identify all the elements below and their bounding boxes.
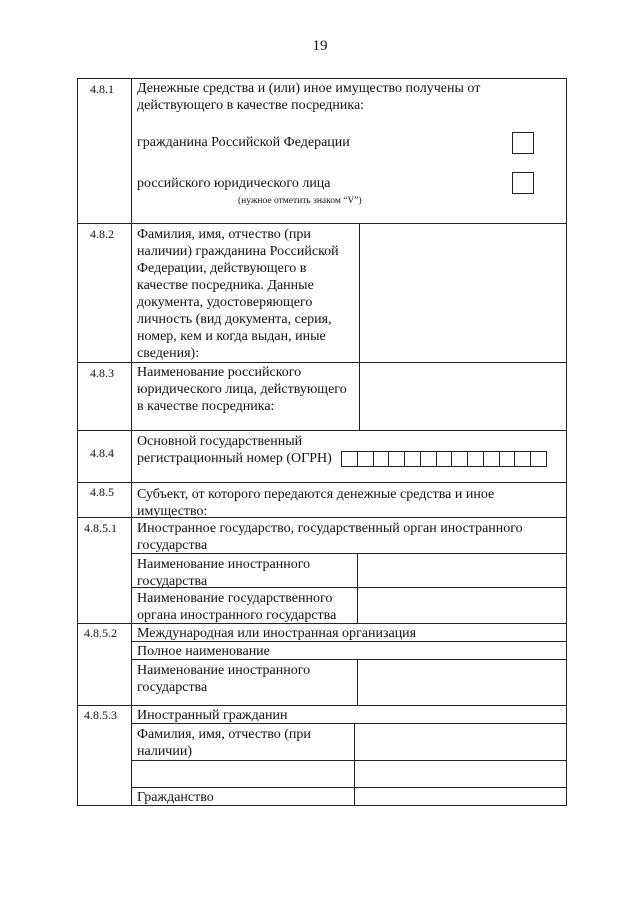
organization-state-label: Наименование иностранного государства (137, 663, 311, 695)
option-legal-entity-label: российского юридического лица (137, 176, 331, 191)
ogrn-cell[interactable] (515, 452, 531, 466)
foreign-citizen-name-label: Фамилия, имя, отчество (при наличии) (137, 727, 311, 759)
foreign-state-body-label: Наименование государственного органа иностранного государства (137, 591, 337, 623)
ogrn-cell[interactable] (484, 452, 500, 466)
ogrn-cell[interactable] (389, 452, 405, 466)
row-4-8-2-text: Фамилия, имя, отчество (при наличии) гражданина Российской Федерации, действующего в качестве посредника. Данные документа, удостоверяющего личность (вид документа, серия, номер, кем и когда выдан, иные сведения): (137, 227, 339, 361)
citizenship-field[interactable] (355, 788, 566, 805)
table-border-right (566, 78, 567, 805)
ogrn-cell[interactable] (500, 452, 516, 466)
row-number-4-8-1: 4.8.1 (90, 82, 114, 96)
foreign-citizen-name-field[interactable] (355, 724, 566, 760)
row-4-8-1-text: Денежные средства и (или) иное имущество получены от действующего в качестве посредника: (137, 81, 481, 113)
organization-full-name-label: Полное наименование (137, 644, 270, 659)
citizenship-label: Гражданство (137, 790, 214, 805)
ogrn-cell[interactable] (358, 452, 374, 466)
row-4-8-5-2-text: Международная или иностранная организация (137, 626, 417, 641)
ogrn-cell[interactable] (342, 452, 358, 466)
foreign-state-name-label: Наименование иностранного государства (137, 557, 311, 589)
option-citizen-label: гражданина Российской Федерации (137, 135, 350, 150)
sub-row-divider (131, 760, 567, 761)
table-border-left (77, 78, 78, 805)
page-number: 19 (312, 38, 328, 54)
ogrn-cell[interactable] (531, 452, 546, 466)
table-border-top (77, 78, 567, 79)
row-4-8-5-text: Субъект, от которого передаются денежные средства и иное имущество: (137, 487, 495, 519)
row-number-4-8-5-2: 4.8.5.2 (84, 626, 117, 640)
ogrn-cell[interactable] (405, 452, 421, 466)
row-number-4-8-4: 4.8.4 (90, 446, 114, 460)
row-4-8-4-text: Основной государственный регистрационный номер (ОГРН) (137, 434, 332, 466)
row-divider (77, 430, 567, 431)
row-number-4-8-5-3: 4.8.5.3 (84, 708, 117, 722)
ogrn-cell[interactable] (437, 452, 453, 466)
row-divider (77, 482, 567, 483)
number-column-divider (131, 78, 132, 805)
row-4-8-5-3-text: Иностранный гражданин (137, 708, 288, 723)
ogrn-cell[interactable] (452, 452, 468, 466)
ogrn-cell[interactable] (468, 452, 484, 466)
row-4-8-3-text: Наименование российского юридического лица, действующего в качестве посредника: (137, 365, 347, 414)
row-number-4-8-3: 4.8.3 (90, 366, 114, 380)
organization-state-field[interactable] (358, 660, 566, 705)
row-number-4-8-5-1: 4.8.5.1 (84, 521, 117, 535)
option-legal-entity-checkbox[interactable] (512, 172, 534, 194)
row-divider (77, 705, 567, 706)
row-4-8-5-1-text: Иностранное государство, государственный орган иностранного государства (137, 521, 523, 553)
ogrn-cell[interactable] (374, 452, 390, 466)
ogrn-cell[interactable] (421, 452, 437, 466)
intermediary-entity-name-field[interactable] (360, 363, 566, 430)
option-citizen-checkbox[interactable] (512, 132, 534, 154)
ogrn-input-cells[interactable] (341, 451, 547, 467)
foreign-state-body-field[interactable] (358, 588, 566, 623)
intermediary-citizen-field[interactable] (360, 224, 566, 362)
row-number-4-8-5: 4.8.5 (90, 485, 114, 499)
foreign-state-name-field[interactable] (358, 554, 566, 587)
organization-full-name-field[interactable] (358, 642, 566, 659)
row-number-4-8-2: 4.8.2 (90, 227, 114, 241)
checkbox-note: (нужное отметить знаком “V”) (238, 196, 362, 206)
